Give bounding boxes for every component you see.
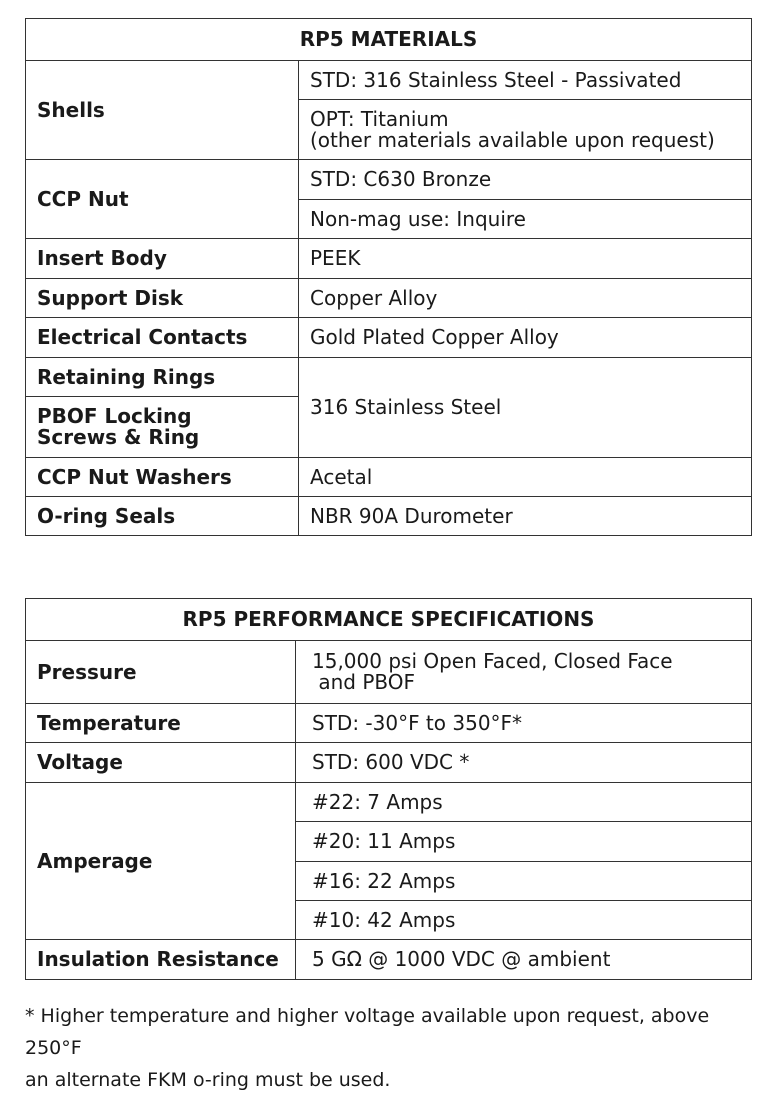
shells-opt-value <box>299 100 752 160</box>
amperage-value: #16: 22 Amps <box>296 862 752 901</box>
ccp-nut-nonmag-value: Non-mag use: Inquire <box>299 200 752 239</box>
insert-body-value: PEEK <box>299 239 752 279</box>
pbof-locking-line2: Screws & Ring <box>37 425 200 449</box>
ccp-nut-label: CCP Nut <box>26 160 299 239</box>
support-disk-value: Copper Alloy <box>299 279 752 318</box>
materials-table-title: RP5 MATERIALS <box>26 19 752 61</box>
pressure-label: Pressure <box>26 641 296 704</box>
ccp-nut-washers-value: Acetal <box>299 458 752 497</box>
pbof-locking-line1: PBOF Locking <box>37 404 192 428</box>
pressure-value-line2: and PBOF <box>312 670 416 694</box>
temperature-value: STD: -30°F to 350°F* <box>296 704 752 743</box>
performance-table-title: RP5 PERFORMANCE SPECIFICATIONS <box>26 599 752 641</box>
electrical-contacts-value: Gold Plated Copper Alloy <box>299 318 752 358</box>
amperage-value: #22: 7 Amps <box>296 783 752 822</box>
materials-table <box>25 18 752 536</box>
retaining-rings-label: Retaining Rings <box>26 358 299 397</box>
pressure-value <box>296 641 752 704</box>
shells-opt-line1: OPT: Titanium <box>310 106 449 131</box>
stainless-steel-shared-value: 316 Stainless Steel <box>299 358 752 458</box>
pressure-value-line1: 15,000 psi Open Faced, Closed Face <box>312 649 673 673</box>
shells-opt-line2: (other materials available upon request) <box>310 127 715 152</box>
amperage-value: #10: 42 Amps <box>296 901 752 940</box>
voltage-label: Voltage <box>26 743 296 783</box>
insulation-resistance-value: 5 GΩ @ 1000 VDC @ ambient <box>296 940 752 980</box>
temperature-label: Temperature <box>26 704 296 743</box>
pbof-locking-label <box>26 397 299 458</box>
footnote-line1: * Higher temperature and higher voltage available upon request, above 250°F <box>25 1005 710 1059</box>
insulation-resistance-label: Insulation Resistance <box>26 940 296 980</box>
amperage-label: Amperage <box>26 783 296 940</box>
electrical-contacts-label: Electrical Contacts <box>26 318 299 358</box>
footnote-line2: an alternate FKM o-ring must be used. <box>25 1069 391 1091</box>
ccp-nut-std-value: STD: C630 Bronze <box>299 160 752 200</box>
performance-table <box>25 598 752 980</box>
shells-label: Shells <box>26 61 299 160</box>
insert-body-label: Insert Body <box>26 239 299 279</box>
voltage-value: STD: 600 VDC * <box>296 743 752 783</box>
shells-std-value: STD: 316 Stainless Steel - Passivated <box>299 61 752 100</box>
footnote <box>25 1000 755 1096</box>
oring-seals-value: NBR 90A Durometer <box>299 497 752 536</box>
oring-seals-label: O-ring Seals <box>26 497 299 536</box>
support-disk-label: Support Disk <box>26 279 299 318</box>
ccp-nut-washers-label: CCP Nut Washers <box>26 458 299 497</box>
amperage-value: #20: 11 Amps <box>296 822 752 862</box>
